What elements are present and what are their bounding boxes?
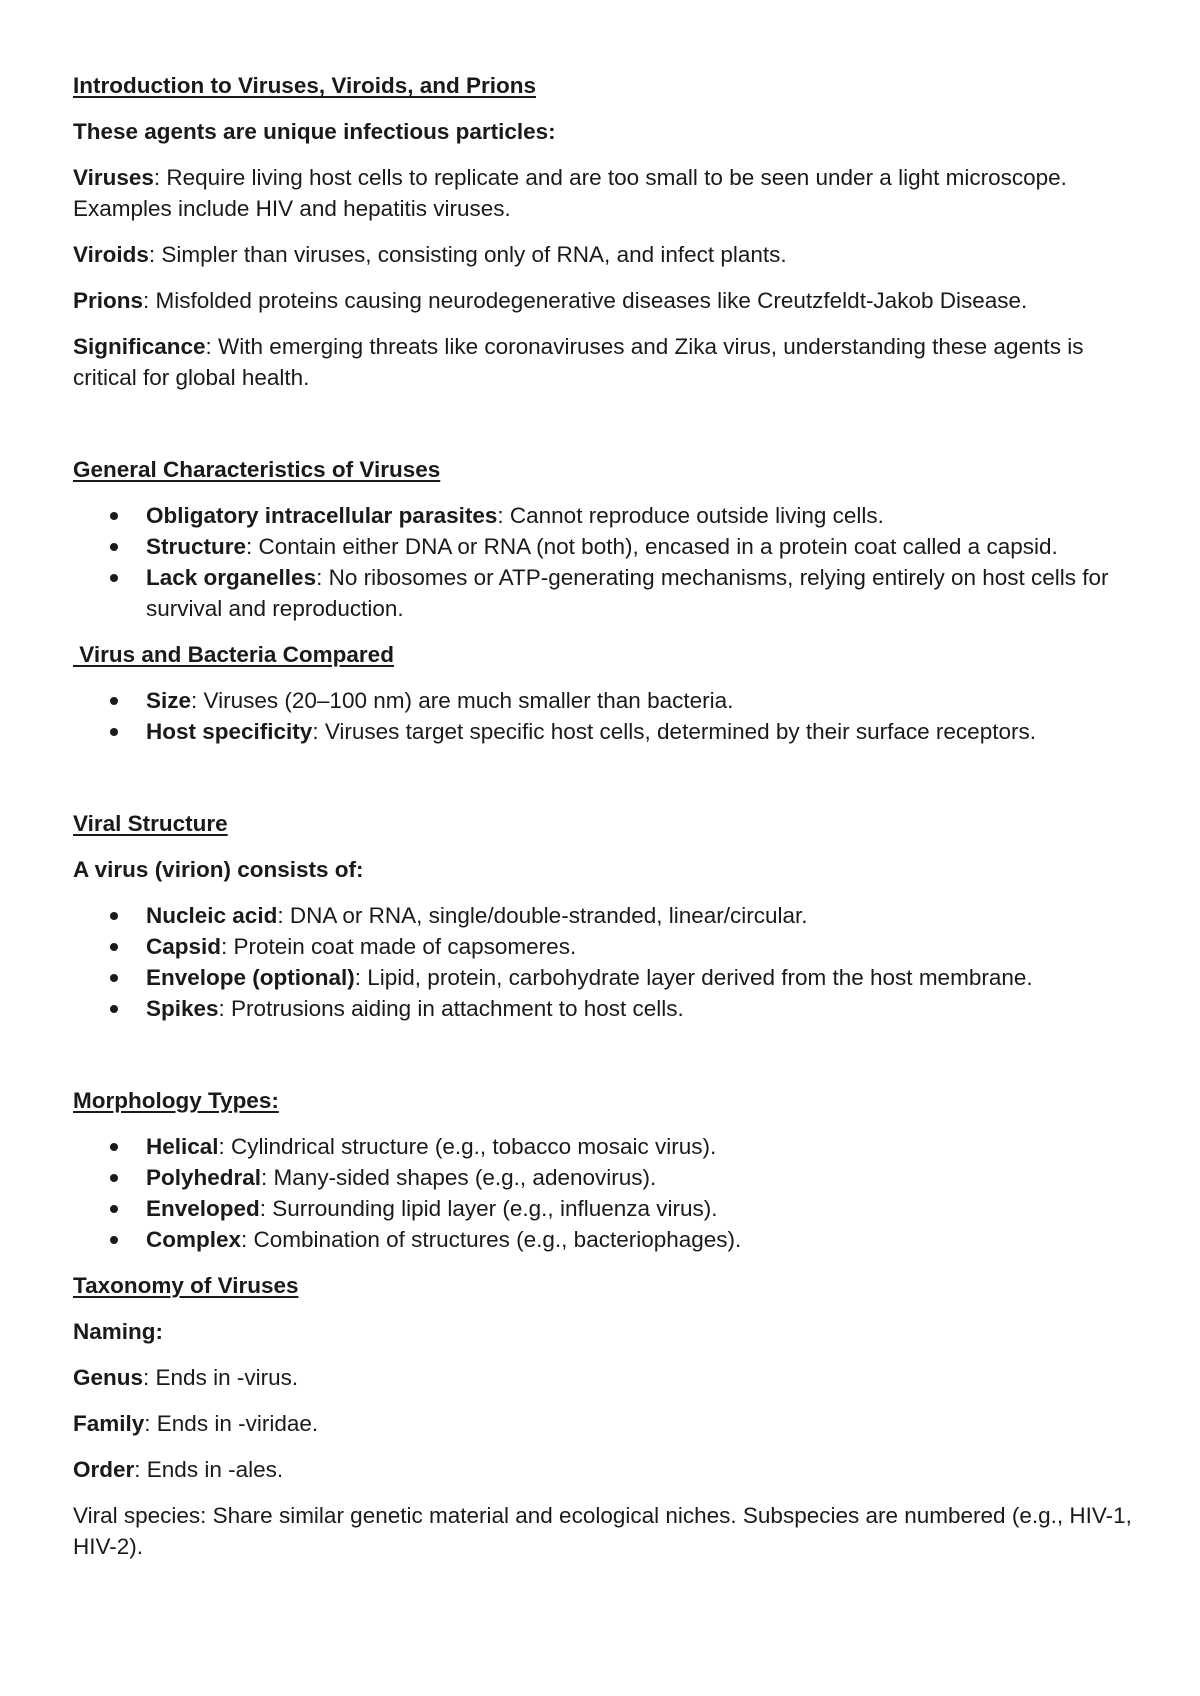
list-item xyxy=(73,531,1133,562)
morphology-heading: Morphology Types: xyxy=(73,1088,279,1113)
intro-viroids xyxy=(73,239,1133,270)
term: Helical xyxy=(146,1134,219,1159)
list-item xyxy=(73,1131,1133,1162)
definition: : Ends in -ales. xyxy=(134,1457,284,1482)
taxonomy-order xyxy=(73,1454,1133,1485)
definition: : Lipid, protein, carbohydrate layer derived from the host membrane. xyxy=(354,965,1033,990)
intro-subtitle: These agents are unique infectious particles: xyxy=(73,119,556,144)
bullet-icon xyxy=(110,974,118,982)
definition: : DNA or RNA, single/double-stranded, linear/circular. xyxy=(277,903,808,928)
term: Prions xyxy=(73,288,144,313)
definition: : Require living host cells to replicate and are too small to be seen under a light microscope. Examples include HIV and hepatitis viruses. xyxy=(73,165,1067,221)
list-item xyxy=(73,716,1133,747)
taxonomy-subtitle: Naming: xyxy=(73,1319,163,1344)
term: Lack organelles xyxy=(146,565,317,590)
definition: : Simpler than viruses, consisting only of RNA, and infect plants. xyxy=(148,242,787,267)
definition: : Contain either DNA or RNA (not both), encased in a protein coat called a capsid. xyxy=(246,534,1058,559)
morphology-list xyxy=(73,1131,1133,1255)
definition: : Protein coat made of capsomeres. xyxy=(221,934,577,959)
term: Obligatory intracellular parasites xyxy=(146,503,498,528)
definition: : No ribosomes or ATP-generating mechanisms, relying entirely on host cells for survival and reproduction. xyxy=(146,565,1109,621)
definition: : Cannot reproduce outside living cells. xyxy=(497,503,884,528)
structure-heading: Viral Structure xyxy=(73,811,228,836)
definition: : Viruses (20–100 nm) are much smaller than bacteria. xyxy=(191,688,734,713)
term: Structure xyxy=(146,534,247,559)
spacer xyxy=(73,408,1133,454)
bullet-icon xyxy=(110,1236,118,1244)
compare-list xyxy=(73,685,1133,747)
term: Genus xyxy=(73,1365,144,1390)
general-heading: General Characteristics of Viruses xyxy=(73,457,441,482)
bullet-icon xyxy=(110,912,118,920)
taxonomy-heading: Taxonomy of Viruses xyxy=(73,1273,299,1298)
definition: : Cylindrical structure (e.g., tobacco mosaic virus). xyxy=(218,1134,717,1159)
definition: : Ends in -viridae. xyxy=(144,1411,319,1436)
term: Viroids xyxy=(73,242,149,267)
term: Nucleic acid xyxy=(146,903,278,928)
definition: : Viruses target specific host cells, determined by their surface receptors. xyxy=(312,719,1036,744)
list-item xyxy=(73,931,1133,962)
term: Spikes xyxy=(146,996,219,1021)
list-item xyxy=(73,685,1133,716)
definition: : Misfolded proteins causing neurodegenerative diseases like Creutzfeldt-Jakob Disease. xyxy=(143,288,1028,313)
bullet-icon xyxy=(110,1005,118,1013)
general-list xyxy=(73,500,1133,624)
taxonomy-family xyxy=(73,1408,1133,1439)
definition: : Surrounding lipid layer (e.g., influenza virus). xyxy=(259,1196,718,1221)
term: Significance xyxy=(73,334,206,359)
list-item xyxy=(73,993,1133,1024)
intro-heading: Introduction to Viruses, Viroids, and Prions xyxy=(73,73,536,98)
bullet-icon xyxy=(110,943,118,951)
term: Viruses xyxy=(73,165,154,190)
list-item xyxy=(73,962,1133,993)
bullet-icon xyxy=(110,1174,118,1182)
structure-subtitle: A virus (virion) consists of: xyxy=(73,857,364,882)
term: Capsid xyxy=(146,934,222,959)
document-page xyxy=(73,70,1133,1577)
list-item xyxy=(73,500,1133,531)
structure-list xyxy=(73,900,1133,1024)
list-item xyxy=(73,900,1133,931)
definition: : Combination of structures (e.g., bacteriophages). xyxy=(241,1227,742,1252)
taxonomy-species-note: Viral species: Share similar genetic material and ecological niches. Subspecies are numbered (e.g., HIV-1, HIV-2). xyxy=(73,1503,1132,1559)
taxonomy-genus xyxy=(73,1362,1133,1393)
definition: : With emerging threats like coronaviruses and Zika virus, understanding these agents is critical for global health. xyxy=(73,334,1084,390)
list-item xyxy=(73,1193,1133,1224)
bullet-icon xyxy=(110,1143,118,1151)
list-item xyxy=(73,562,1133,624)
bullet-icon xyxy=(110,574,118,582)
compare-heading: Virus and Bacteria Compared xyxy=(73,642,394,667)
term: Complex xyxy=(146,1227,242,1252)
spacer xyxy=(73,1039,1133,1085)
list-item xyxy=(73,1162,1133,1193)
list-item xyxy=(73,1224,1133,1255)
spacer xyxy=(73,762,1133,808)
intro-viruses xyxy=(73,162,1133,224)
term: Enveloped xyxy=(146,1196,260,1221)
bullet-icon xyxy=(110,697,118,705)
bullet-icon xyxy=(110,512,118,520)
definition: : Protrusions aiding in attachment to host cells. xyxy=(218,996,684,1021)
definition: : Ends in -virus. xyxy=(143,1365,299,1390)
intro-significance xyxy=(73,331,1133,393)
term: Family xyxy=(73,1411,145,1436)
bullet-icon xyxy=(110,728,118,736)
term: Order xyxy=(73,1457,135,1482)
definition: : Many-sided shapes (e.g., adenovirus). xyxy=(261,1165,657,1190)
term: Host specificity xyxy=(146,719,313,744)
bullet-icon xyxy=(110,1205,118,1213)
bullet-icon xyxy=(110,543,118,551)
term: Envelope (optional) xyxy=(146,965,355,990)
term: Size xyxy=(146,688,192,713)
intro-prions xyxy=(73,285,1133,316)
term: Polyhedral xyxy=(146,1165,262,1190)
